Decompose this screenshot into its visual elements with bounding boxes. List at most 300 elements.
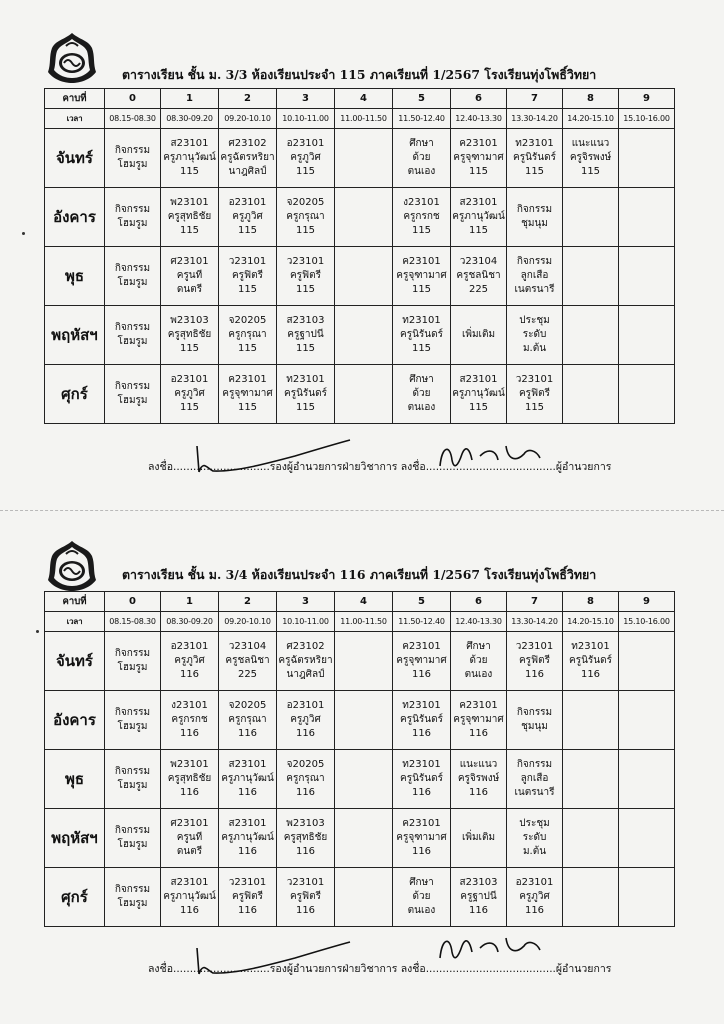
day-row xyxy=(45,809,675,868)
schedule-cell xyxy=(563,691,619,750)
cell-text-line: ครูสุทธิชัย xyxy=(167,211,212,222)
cell-text-line: 115 xyxy=(524,402,545,413)
cell-text-line: จ20205 xyxy=(228,700,267,711)
schedule-cell xyxy=(335,632,393,691)
cell-text-line: ท23101 xyxy=(402,700,441,711)
cell-text-line: 116 xyxy=(179,669,200,680)
cell-text-line: 116 xyxy=(237,905,258,916)
cell-text-line: จ20205 xyxy=(286,197,325,208)
cell-text-line: ครูภูวิศ xyxy=(174,655,205,666)
cell-text-line: กิจกรรม xyxy=(114,204,151,215)
cell-text-line: ครูภานุวัฒน์ xyxy=(452,211,505,222)
schedule-cell xyxy=(451,247,507,306)
cell-text-line: ครูจุฑามาศ xyxy=(222,388,273,399)
page-divider xyxy=(0,510,724,511)
cell-text-line: ครูภูวิศ xyxy=(174,388,205,399)
cell-text-line: ครูภานุวัฒน์ xyxy=(163,152,216,163)
period-number: 0 xyxy=(105,89,161,109)
cell-text-line: โฮมรูม xyxy=(117,662,148,673)
time-slot: 13.30-14.20 xyxy=(507,109,563,129)
period-number: 5 xyxy=(393,592,451,612)
cell-text-line: ระดับ xyxy=(522,329,547,340)
schedule-cell xyxy=(563,809,619,868)
cell-text-line: 115 xyxy=(295,284,316,295)
cell-text-line: 225 xyxy=(468,284,489,295)
cell-text-line: ครูชลนิชา xyxy=(456,270,501,281)
schedule-cell xyxy=(219,306,277,365)
day-name: พฤหัสฯ xyxy=(45,809,105,868)
cell-text-line: 116 xyxy=(295,846,316,857)
cell-text-line: 116 xyxy=(237,846,258,857)
cell-text-line: ว23104 xyxy=(459,256,498,267)
cell-text-line: ม.ต้น xyxy=(522,846,547,857)
cell-text-line: ดนตรี xyxy=(176,846,203,857)
schedule-cell xyxy=(507,365,563,424)
cell-text-line: กิจกรรม xyxy=(114,322,151,333)
cell-text-line: โฮมรูม xyxy=(117,395,148,406)
cell-text-line: 115 xyxy=(179,225,200,236)
period-number: 9 xyxy=(619,89,675,109)
cell-text-line: ครูกรุณา xyxy=(228,329,267,340)
schedule-cell xyxy=(219,632,277,691)
cell-text-line: 115 xyxy=(295,402,316,413)
cell-text-line: ครูกรุณา xyxy=(228,714,267,725)
deputy-title: รองผู้อำนวยการฝ่ายวิชาการ xyxy=(269,963,398,975)
schedule-cell xyxy=(619,809,675,868)
time-slot: 10.10-11.00 xyxy=(277,612,335,632)
schedule-cell xyxy=(335,365,393,424)
cell-text-line: กิจกรรม xyxy=(114,707,151,718)
cell-text-line: ครูสุทธิชัย xyxy=(167,773,212,784)
cell-text-line: ครูฟิตรี xyxy=(231,270,263,281)
day-name: พุธ xyxy=(45,247,105,306)
cell-text-line: 115 xyxy=(295,343,316,354)
cell-text-line: ศ23102 xyxy=(228,138,267,149)
cell-text-line: ครูจุฑามาศ xyxy=(453,152,504,163)
schedule-cell xyxy=(219,691,277,750)
time-slot: 08.30-09.20 xyxy=(161,612,219,632)
cell-text-line: ครูภูวิศ xyxy=(290,152,321,163)
schedule-cell xyxy=(563,306,619,365)
cell-text-line: ครูฉัตรหริยา xyxy=(220,152,275,163)
schedule-cell xyxy=(277,750,335,809)
director-title: ผู้อำนวยการ xyxy=(555,461,612,473)
cell-text-line: ท23101 xyxy=(571,641,610,652)
cell-text-line: ค23101 xyxy=(459,700,498,711)
cell-text-line: ส23103 xyxy=(286,315,325,326)
schedule-cell xyxy=(161,809,219,868)
cell-text-line: ครูนิรันดร์ xyxy=(513,152,556,163)
cell-text-line: นาฎศิลป์ xyxy=(286,669,325,680)
cell-text-line: พ23101 xyxy=(170,197,209,208)
day-name: ศุกร์ xyxy=(45,868,105,927)
time-slot: 15.10-16.00 xyxy=(619,612,675,632)
schedule-cell xyxy=(335,129,393,188)
cell-text-line: ส23101 xyxy=(170,138,209,149)
time-slot: 12.40-13.30 xyxy=(451,109,507,129)
period-number: 3 xyxy=(277,592,335,612)
schedule-cell xyxy=(563,750,619,809)
period-number: 6 xyxy=(451,89,507,109)
cell-text-line: 225 xyxy=(237,669,258,680)
cell-text-line: 115 xyxy=(237,343,258,354)
timetable xyxy=(44,88,675,424)
time-slot: 09.20-10.10 xyxy=(219,109,277,129)
cell-text-line: ตนเอง xyxy=(464,669,493,680)
director-title: ผู้อำนวยการ xyxy=(555,963,612,975)
cell-text-line: แนะแนว xyxy=(459,759,498,770)
schedule-cell xyxy=(507,247,563,306)
schedule-cell xyxy=(619,247,675,306)
schedule-cell xyxy=(507,691,563,750)
cell-text-line: ครูจุฑามาศ xyxy=(396,655,447,666)
day-name: พฤหัสฯ xyxy=(45,306,105,365)
cell-text-line: อ23101 xyxy=(170,374,209,385)
time-label: เวลา xyxy=(45,612,105,632)
cell-text-line: ครูฟิตรี xyxy=(289,891,321,902)
schedule-cell xyxy=(277,868,335,927)
cell-text-line: 116 xyxy=(468,905,489,916)
schedule-sheet-2 xyxy=(0,516,724,1024)
schedule-cell xyxy=(335,691,393,750)
cell-text-line: 116 xyxy=(179,905,200,916)
school-emblem-icon xyxy=(44,30,100,86)
cell-text-line: กิจกรรม xyxy=(114,648,151,659)
cell-text-line: อ23101 xyxy=(286,700,325,711)
scan-speck xyxy=(22,232,25,235)
time-slot: 15.10-16.00 xyxy=(619,109,675,129)
cell-text-line: 116 xyxy=(179,728,200,739)
cell-text-line: ด้วย xyxy=(412,152,431,163)
cell-text-line: กิจกรรม xyxy=(516,707,553,718)
day-name: จันทร์ xyxy=(45,632,105,691)
schedule-title: ตารางเรียน ชั้น ม. 3/3 ห้องเรียนประจำ 115 ภาคเรียนที่ 1/2567 โรงเรียนทุ่งโพธิ์วิทยา xyxy=(122,67,597,82)
cell-text-line: ครูกรุณา xyxy=(286,211,325,222)
cell-text-line: ด้วย xyxy=(412,891,431,902)
cell-text-line: จ20205 xyxy=(286,759,325,770)
schedule-cell xyxy=(335,809,393,868)
cell-text-line: ง23101 xyxy=(403,197,440,208)
cell-text-line: ครูนที xyxy=(176,270,203,281)
cell-text-line: ท23101 xyxy=(402,315,441,326)
cell-text-line: แนะแนว xyxy=(571,138,610,149)
day-row xyxy=(45,188,675,247)
cell-text-line: 115 xyxy=(411,284,432,295)
schedule-cell xyxy=(277,129,335,188)
schedule-cell xyxy=(161,868,219,927)
cell-text-line: ครูฟิตรี xyxy=(289,270,321,281)
cell-text-line: อ23101 xyxy=(170,641,209,652)
period-number: 1 xyxy=(161,592,219,612)
time-slot: 11.00-11.50 xyxy=(335,109,393,129)
cell-text-line: ตนเอง xyxy=(407,905,436,916)
schedule-cell xyxy=(563,632,619,691)
cell-text-line: ครูฟิตรี xyxy=(518,655,550,666)
schedule-cell xyxy=(507,129,563,188)
cell-text-line: 116 xyxy=(411,787,432,798)
handwritten-signature-director xyxy=(436,928,556,968)
cell-text-line: ว23101 xyxy=(286,877,325,888)
time-slot: 08.15-08.30 xyxy=(105,612,161,632)
cell-text-line: ครูภูวิศ xyxy=(519,891,550,902)
cell-text-line: ครูภานุวัฒน์ xyxy=(221,773,274,784)
cell-text-line: 116 xyxy=(411,846,432,857)
time-slot: 14.20-15.10 xyxy=(563,612,619,632)
schedule-cell xyxy=(563,188,619,247)
time-slot: 11.50-12.40 xyxy=(393,109,451,129)
cell-text-line: 116 xyxy=(295,905,316,916)
sign-label: ลงชื่อ xyxy=(400,963,426,975)
schedule-cell xyxy=(451,129,507,188)
schedule-cell xyxy=(563,129,619,188)
cell-text-line: ศึกษา xyxy=(409,138,434,149)
schedule-cell xyxy=(105,129,161,188)
cell-text-line: กิจกรรม xyxy=(114,263,151,274)
cell-text-line: ว23101 xyxy=(286,256,325,267)
cell-text-line: ว23101 xyxy=(515,641,554,652)
period-label: คาบที่ xyxy=(45,89,105,109)
schedule-cell xyxy=(277,188,335,247)
schedule-cell xyxy=(563,365,619,424)
cell-text-line: ครูภูวิศ xyxy=(290,714,321,725)
signature-line: ลงชื่อ.............................รองผู้อำนวยการฝ่ายวิชาการ ลงชื่อ.......................................ผู้อำนวยการ xyxy=(148,963,612,975)
day-row xyxy=(45,750,675,809)
cell-text-line: อ23101 xyxy=(228,197,267,208)
cell-text-line: อ23101 xyxy=(515,877,554,888)
cell-text-line: 115 xyxy=(179,402,200,413)
handwritten-signature-deputy xyxy=(185,940,355,980)
schedule-cell xyxy=(507,306,563,365)
cell-text-line: ลูกเสือ xyxy=(520,773,549,784)
cell-text-line: ค23101 xyxy=(402,256,441,267)
schedule-cell xyxy=(161,691,219,750)
cell-text-line: ม.ต้น xyxy=(522,343,547,354)
time-slot: 08.30-09.20 xyxy=(161,109,219,129)
cell-text-line: จ20205 xyxy=(228,315,267,326)
schedule-cell xyxy=(105,750,161,809)
day-row xyxy=(45,632,675,691)
cell-text-line: ส23101 xyxy=(170,877,209,888)
schedule-cell xyxy=(105,365,161,424)
period-number: 2 xyxy=(219,592,277,612)
schedule-cell xyxy=(219,868,277,927)
handwritten-signature-deputy xyxy=(185,438,355,478)
schedule-cell xyxy=(161,632,219,691)
schedule-cell xyxy=(105,188,161,247)
deputy-title: รองผู้อำนวยการฝ่ายวิชาการ xyxy=(269,461,398,473)
schedule-cell xyxy=(507,188,563,247)
cell-text-line: 115 xyxy=(524,166,545,177)
schedule-cell xyxy=(105,691,161,750)
cell-text-line: 116 xyxy=(237,787,258,798)
cell-text-line: กิจกรรม xyxy=(114,766,151,777)
schedule-cell xyxy=(393,129,451,188)
schedule-cell xyxy=(277,809,335,868)
schedule-cell xyxy=(219,247,277,306)
schedule-cell xyxy=(507,750,563,809)
cell-text-line: ครูฟิตรี xyxy=(231,891,263,902)
cell-text-line: ค23101 xyxy=(228,374,267,385)
cell-text-line: ประชุม xyxy=(519,315,550,326)
cell-text-line: ครูนิรันดร์ xyxy=(284,388,327,399)
schedule-cell xyxy=(451,868,507,927)
cell-text-line: ว23104 xyxy=(228,641,267,652)
schedule-cell xyxy=(619,306,675,365)
cell-text-line: กิจกรรม xyxy=(516,256,553,267)
cell-text-line: ศ23102 xyxy=(286,641,325,652)
schedule-cell xyxy=(161,188,219,247)
schedule-cell xyxy=(451,691,507,750)
day-row xyxy=(45,365,675,424)
schedule-cell xyxy=(451,306,507,365)
schedule-cell xyxy=(277,365,335,424)
sign-label: ลงชื่อ xyxy=(148,963,173,975)
cell-text-line: ครูฉัตรหริยา xyxy=(278,655,333,666)
schedule-cell xyxy=(219,129,277,188)
cell-text-line: 115 xyxy=(468,402,489,413)
cell-text-line: พ23101 xyxy=(170,759,209,770)
cell-text-line: โฮมรูม xyxy=(117,159,148,170)
cell-text-line: โฮมรูม xyxy=(117,277,148,288)
cell-text-line: ครูฐาปนี xyxy=(460,891,497,902)
cell-text-line: ส23101 xyxy=(459,374,498,385)
cell-text-line: ส23103 xyxy=(459,877,498,888)
cell-text-line: ครูกรกช xyxy=(171,714,208,725)
cell-text-line: ครูชลนิชา xyxy=(225,655,270,666)
school-emblem-icon xyxy=(44,538,100,594)
schedule-cell xyxy=(335,247,393,306)
cell-text-line: 116 xyxy=(580,669,601,680)
cell-text-line: ครูฐาปนี xyxy=(287,329,324,340)
schedule-cell xyxy=(277,632,335,691)
cell-text-line: ครูนิรันดร์ xyxy=(569,655,612,666)
day-row xyxy=(45,129,675,188)
schedule-cell xyxy=(393,809,451,868)
cell-text-line: ด้วย xyxy=(469,655,488,666)
cell-text-line: เนตรนารี xyxy=(514,284,555,295)
cell-text-line: โฮมรูม xyxy=(117,898,148,909)
cell-text-line: 115 xyxy=(179,166,200,177)
cell-text-line: ครูจุฑามาศ xyxy=(396,832,447,843)
day-row xyxy=(45,306,675,365)
period-number: 0 xyxy=(105,592,161,612)
period-number: 9 xyxy=(619,592,675,612)
cell-text-line: 116 xyxy=(524,669,545,680)
cell-text-line: ว23101 xyxy=(228,256,267,267)
schedule-title: ตารางเรียน ชั้น ม. 3/4 ห้องเรียนประจำ 116 ภาคเรียนที่ 1/2567 โรงเรียนทุ่งโพธิ์วิทยา xyxy=(122,567,597,582)
schedule-cell xyxy=(619,691,675,750)
schedule-cell xyxy=(161,365,219,424)
cell-text-line: ส23101 xyxy=(228,759,267,770)
cell-text-line: โฮมรูม xyxy=(117,336,148,347)
schedule-cell xyxy=(393,247,451,306)
time-slot: 12.40-13.30 xyxy=(451,612,507,632)
schedule-cell xyxy=(105,306,161,365)
cell-text-line: 116 xyxy=(295,787,316,798)
cell-text-line: อ23101 xyxy=(286,138,325,149)
cell-text-line: ดนตรี xyxy=(176,284,203,295)
cell-text-line: 116 xyxy=(179,787,200,798)
cell-text-line: กิจกรรม xyxy=(114,381,151,392)
schedule-cell xyxy=(219,809,277,868)
schedule-cell xyxy=(335,868,393,927)
sign-label: ลงชื่อ xyxy=(400,461,426,473)
cell-text-line: กิจกรรม xyxy=(114,825,151,836)
cell-text-line: ครูสุทธิชัย xyxy=(283,832,328,843)
cell-text-line: ศ23101 xyxy=(170,256,209,267)
time-slot: 14.20-15.10 xyxy=(563,109,619,129)
cell-text-line: 115 xyxy=(237,402,258,413)
cell-text-line: โฮมรูม xyxy=(117,218,148,229)
cell-text-line: ประชุม xyxy=(519,818,550,829)
cell-text-line: ค23101 xyxy=(459,138,498,149)
cell-text-line: 116 xyxy=(295,728,316,739)
day-name: อังคาร xyxy=(45,188,105,247)
cell-text-line: ครูฟิตรี xyxy=(518,388,550,399)
cell-text-line: ชุมนุม xyxy=(521,721,548,732)
schedule-cell xyxy=(277,691,335,750)
time-slot: 10.10-11.00 xyxy=(277,109,335,129)
signature-line: ลงชื่อ.............................รองผู้อำนวยการฝ่ายวิชาการ ลงชื่อ.......................................ผู้อำนวยการ xyxy=(148,461,612,473)
cell-text-line: กิจกรรม xyxy=(114,145,151,156)
schedule-sheet-1 xyxy=(0,0,724,508)
schedule-cell xyxy=(451,365,507,424)
cell-text-line: กิจกรรม xyxy=(516,759,553,770)
schedule-cell xyxy=(393,188,451,247)
cell-text-line: ท23101 xyxy=(515,138,554,149)
cell-text-line: ครูภานุวัฒน์ xyxy=(221,832,274,843)
schedule-cell xyxy=(335,750,393,809)
cell-text-line: 115 xyxy=(295,166,316,177)
cell-text-line: ครูนิรันดร์ xyxy=(400,773,443,784)
cell-text-line: ครูภานุวัฒน์ xyxy=(163,891,216,902)
period-header-row xyxy=(45,592,675,612)
cell-text-line: โฮมรูม xyxy=(117,780,148,791)
cell-text-line: ครูกรกช xyxy=(403,211,440,222)
cell-text-line: โฮมรูม xyxy=(117,839,148,850)
cell-text-line: 116 xyxy=(468,728,489,739)
cell-text-line: ครูสุทธิชัย xyxy=(167,329,212,340)
schedule-cell xyxy=(393,691,451,750)
schedule-cell xyxy=(619,750,675,809)
schedule-cell xyxy=(393,365,451,424)
schedule-cell xyxy=(619,365,675,424)
period-number: 2 xyxy=(219,89,277,109)
sign-label: ลงชื่อ xyxy=(148,461,173,473)
cell-text-line: เพิ่มเติม xyxy=(461,832,496,843)
cell-text-line: พ23103 xyxy=(286,818,325,829)
schedule-cell xyxy=(105,809,161,868)
schedule-cell xyxy=(393,306,451,365)
cell-text-line: 115 xyxy=(411,343,432,354)
schedule-cell xyxy=(219,365,277,424)
cell-text-line: ว23101 xyxy=(228,877,267,888)
cell-text-line: ครูนิรันดร์ xyxy=(400,714,443,725)
cell-text-line: เพิ่มเติม xyxy=(461,329,496,340)
cell-text-line: 115 xyxy=(237,284,258,295)
period-number: 4 xyxy=(335,89,393,109)
schedule-cell xyxy=(161,750,219,809)
day-name: อังคาร xyxy=(45,691,105,750)
period-label: คาบที่ xyxy=(45,592,105,612)
time-slot: 08.15-08.30 xyxy=(105,109,161,129)
cell-text-line: พ23103 xyxy=(170,315,209,326)
cell-text-line: ครูกรุณา xyxy=(286,773,325,784)
schedule-cell xyxy=(619,188,675,247)
period-number: 7 xyxy=(507,592,563,612)
cell-text-line: ครูจิรพงษ์ xyxy=(457,773,500,784)
period-number: 7 xyxy=(507,89,563,109)
